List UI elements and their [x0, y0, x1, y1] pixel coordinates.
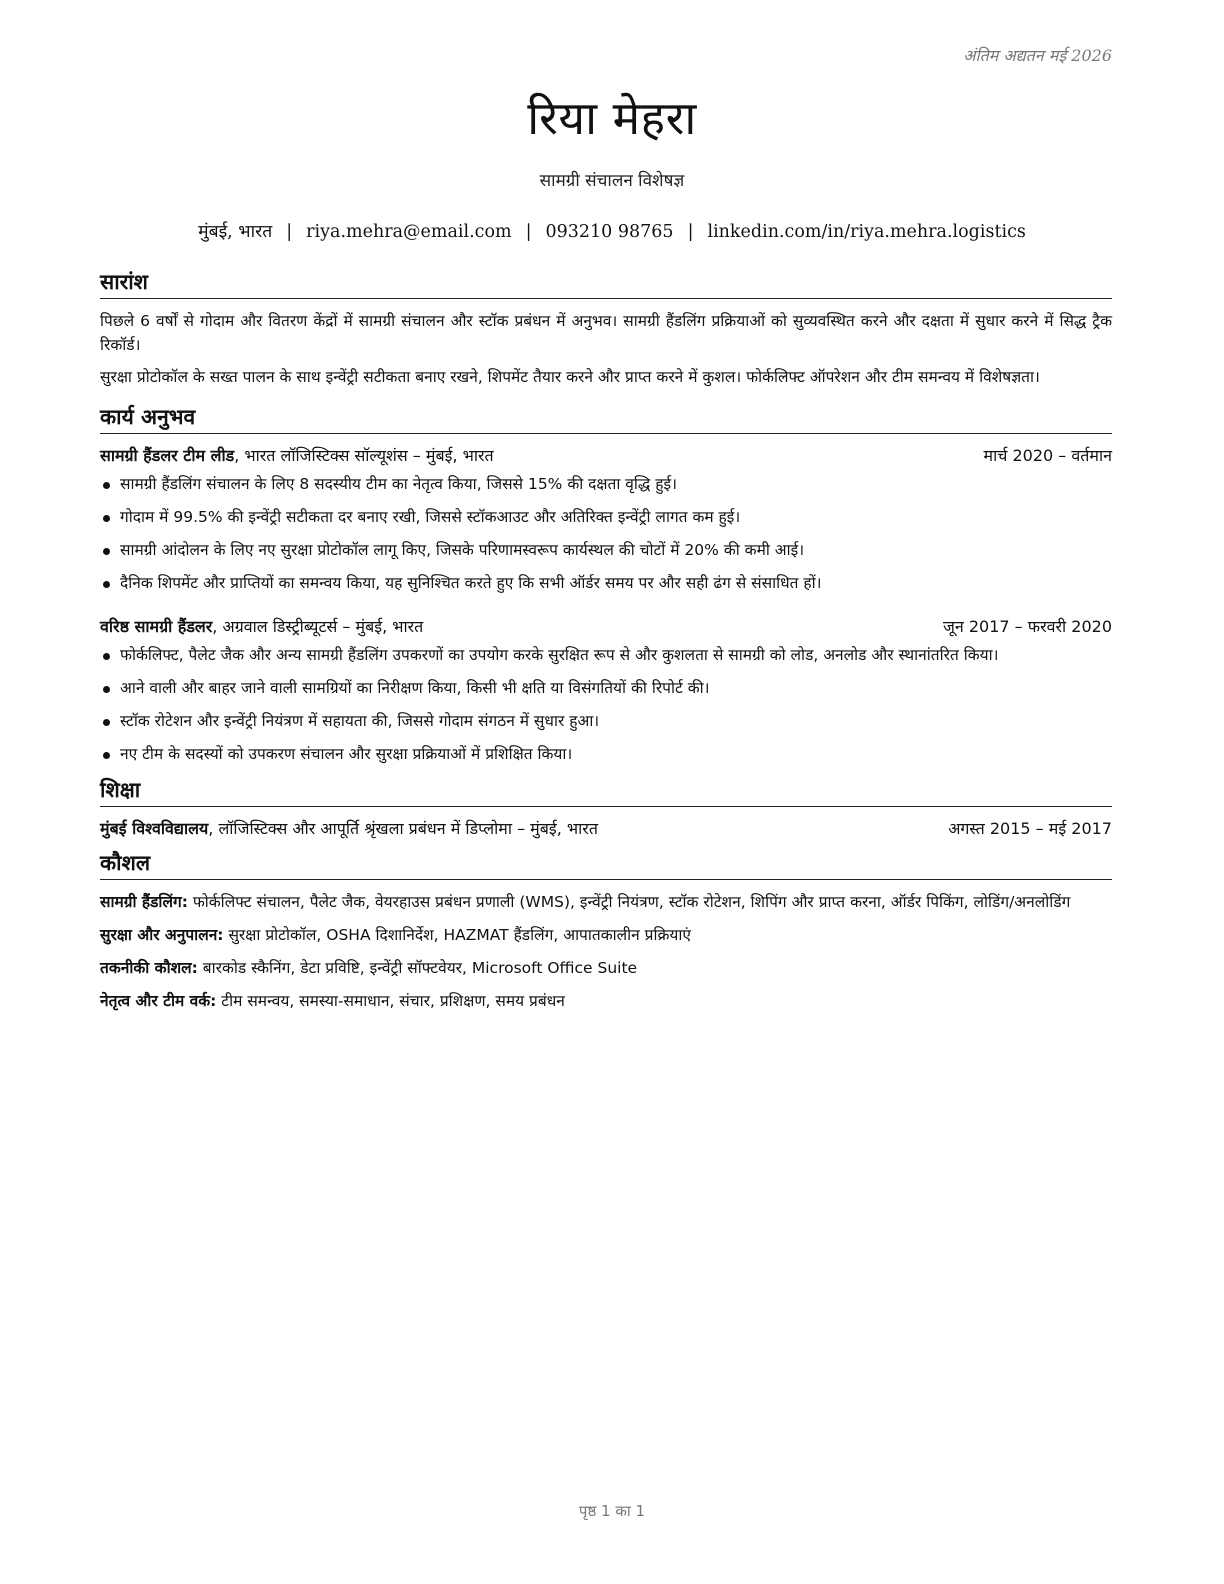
job-header [100, 615, 1112, 639]
job-bullet: स्टॉक रोटेशन और इन्वेंट्री नियंत्रण में सहायता की, जिससे गोदाम संगठन में सुधार हुआ। [100, 709, 1112, 733]
skill-label: नेतृत्व और टीम वर्क: [100, 992, 217, 1010]
job-dates: जून 2017 – फरवरी 2020 [943, 617, 1112, 636]
job-bullet: नए टीम के सदस्यों को उपकरण संचालन और सुरक्षा प्रक्रियाओं में प्रशिक्षित किया। [100, 742, 1112, 766]
job-position: सामग्री हैंडलर टीम लीड [100, 446, 235, 465]
skill-value: बारकोड स्कैनिंग, डेटा प्रविष्टि, इन्वेंट्री सॉफ्टवेयर, Microsoft Office Suite [197, 959, 638, 977]
skill-row [100, 956, 1112, 980]
skill-label: सुरक्षा और अनुपालन: [100, 926, 224, 944]
job-header [100, 444, 1112, 468]
contact-email[interactable]: riya.mehra@email.com [306, 222, 512, 242]
contact-location: मुंबई, भारत [198, 222, 273, 242]
page-number: पृष्ठ 1 का 1 [578, 1502, 646, 1520]
summary-heading: सारांश [100, 268, 1112, 299]
skill-row [100, 989, 1112, 1013]
skill-row [100, 923, 1112, 947]
job-dates: मार्च 2020 – वर्तमान [983, 446, 1112, 465]
job-bullet: आने वाली और बाहर जाने वाली सामग्रियों का निरीक्षण किया, किसी भी क्षति या विसंगतियों की रिपोर्ट की। [100, 676, 1112, 700]
job-title-line [100, 615, 423, 639]
summary-paragraph: पिछले 6 वर्षों से गोदाम और वितरण केंद्रों में सामग्री संचालन और स्टॉक प्रबंधन में अनुभव। सामग्री हैंडलिंग प्रक्रियाओं को सुव्यवस्थित करने और दक्षता में सुधार करने में सिद्ध ट्रैक रिकॉर्ड। [100, 312, 1112, 354]
summary-paragraph: सुरक्षा प्रोटोकॉल के सख्त पालन के साथ इन्वेंट्री सटीकता बनाए रखने, शिपमेंट तैयार करने और प्राप्त करने में कुशल। फोर्कलिफ्ट ऑपरेशन और टीम समन्वय में विशेषज्ञता। [100, 368, 1040, 386]
contact-separator: | [286, 222, 293, 242]
resume-content [100, 268, 1112, 1022]
job-bullet: सामग्री आंदोलन के लिए नए सुरक्षा प्रोटोकॉल लागू किए, जिसके परिणामस्वरूप कार्यस्थल की चोटों में 20% की कमी आई। [100, 538, 1112, 562]
contact-phone: 093210 98765 [545, 222, 674, 242]
skills-heading: कौशल [100, 849, 1112, 880]
candidate-name: रिया मेहरा [527, 91, 697, 145]
job-position: वरिष्ठ सामग्री हैंडलर [100, 617, 213, 636]
job-company: , भारत लॉजिस्टिक्स सॉल्यूशंस – मुंबई, भारत [234, 446, 494, 465]
candidate-role: सामग्री संचालन विशेषज्ञ [539, 171, 685, 191]
skill-value: सुरक्षा प्रोटोकॉल, OSHA दिशानिर्देश, HAZMAT हैंडलिंग, आपातकालीन प्रक्रियाएं [223, 926, 691, 944]
education-institution: मुंबई विश्वविद्यालय [100, 819, 209, 838]
job-company: , अग्रवाल डिस्ट्रीब्यूटर्स – मुंबई, भारत [212, 617, 424, 636]
job-bullets [100, 643, 1112, 766]
contact-linkedin[interactable]: linkedin.com/in/riya.mehra.logistics [707, 222, 1026, 242]
last-updated-note: अंतिम अद्यतन मई 2026 [963, 46, 1112, 65]
education-dates: अगस्त 2015 – मई 2017 [948, 819, 1112, 838]
contact-separator: | [687, 222, 694, 242]
contact-line [0, 219, 1224, 243]
skill-label: सामग्री हैंडलिंग: [100, 893, 188, 911]
experience-heading: कार्य अनुभव [100, 403, 1112, 434]
job-bullet: गोदाम में 99.5% की इन्वेंट्री सटीकता दर बनाए रखी, जिससे स्टॉकआउट और अतिरिक्त इन्वेंट्री लागत कम हुई। [100, 505, 1112, 529]
education-entry [100, 817, 1112, 841]
education-line [100, 817, 598, 841]
education-heading: शिक्षा [100, 776, 1112, 807]
job-bullet: फोर्कलिफ्ट, पैलेट जैक और अन्य सामग्री हैंडलिंग उपकरणों का उपयोग करके सुरक्षित रूप से और कुशलता से सामग्री को लोड, अनलोड और स्थानांतरित किया। [100, 643, 1112, 667]
skill-value: टीम समन्वय, समस्या-समाधान, संचार, प्रशिक्षण, समय प्रबंधन [216, 992, 565, 1010]
job-title-line [100, 444, 494, 468]
job-bullet: सामग्री हैंडलिंग संचालन के लिए 8 सदस्यीय टीम का नेतृत्व किया, जिससे 15% की दक्षता वृद्धि हुई। [100, 472, 1112, 496]
skill-value: फोर्कलिफ्ट संचालन, पैलेट जैक, वेयरहाउस प्रबंधन प्रणाली (WMS), इन्वेंट्री नियंत्रण, स्टॉक रोटेशन, शिपिंग और प्राप्त करना, ऑर्डर पिकिंग, लोडिंग/अनलोडिंग [187, 893, 1071, 911]
job-bullet: दैनिक शिपमेंट और प्राप्तियों का समन्वय किया, यह सुनिश्चित करते हुए कि सभी ऑर्डर समय पर और सही ढंग से संसाधित हों। [100, 571, 1112, 595]
skill-row [100, 890, 1112, 914]
education-details: , लॉजिस्टिक्स और आपूर्ति श्रृंखला प्रबंधन में डिप्लोमा – मुंबई, भारत [208, 819, 598, 838]
job-bullets [100, 472, 1112, 595]
skill-label: तकनीकी कौशल: [100, 959, 198, 977]
contact-separator: | [525, 222, 532, 242]
